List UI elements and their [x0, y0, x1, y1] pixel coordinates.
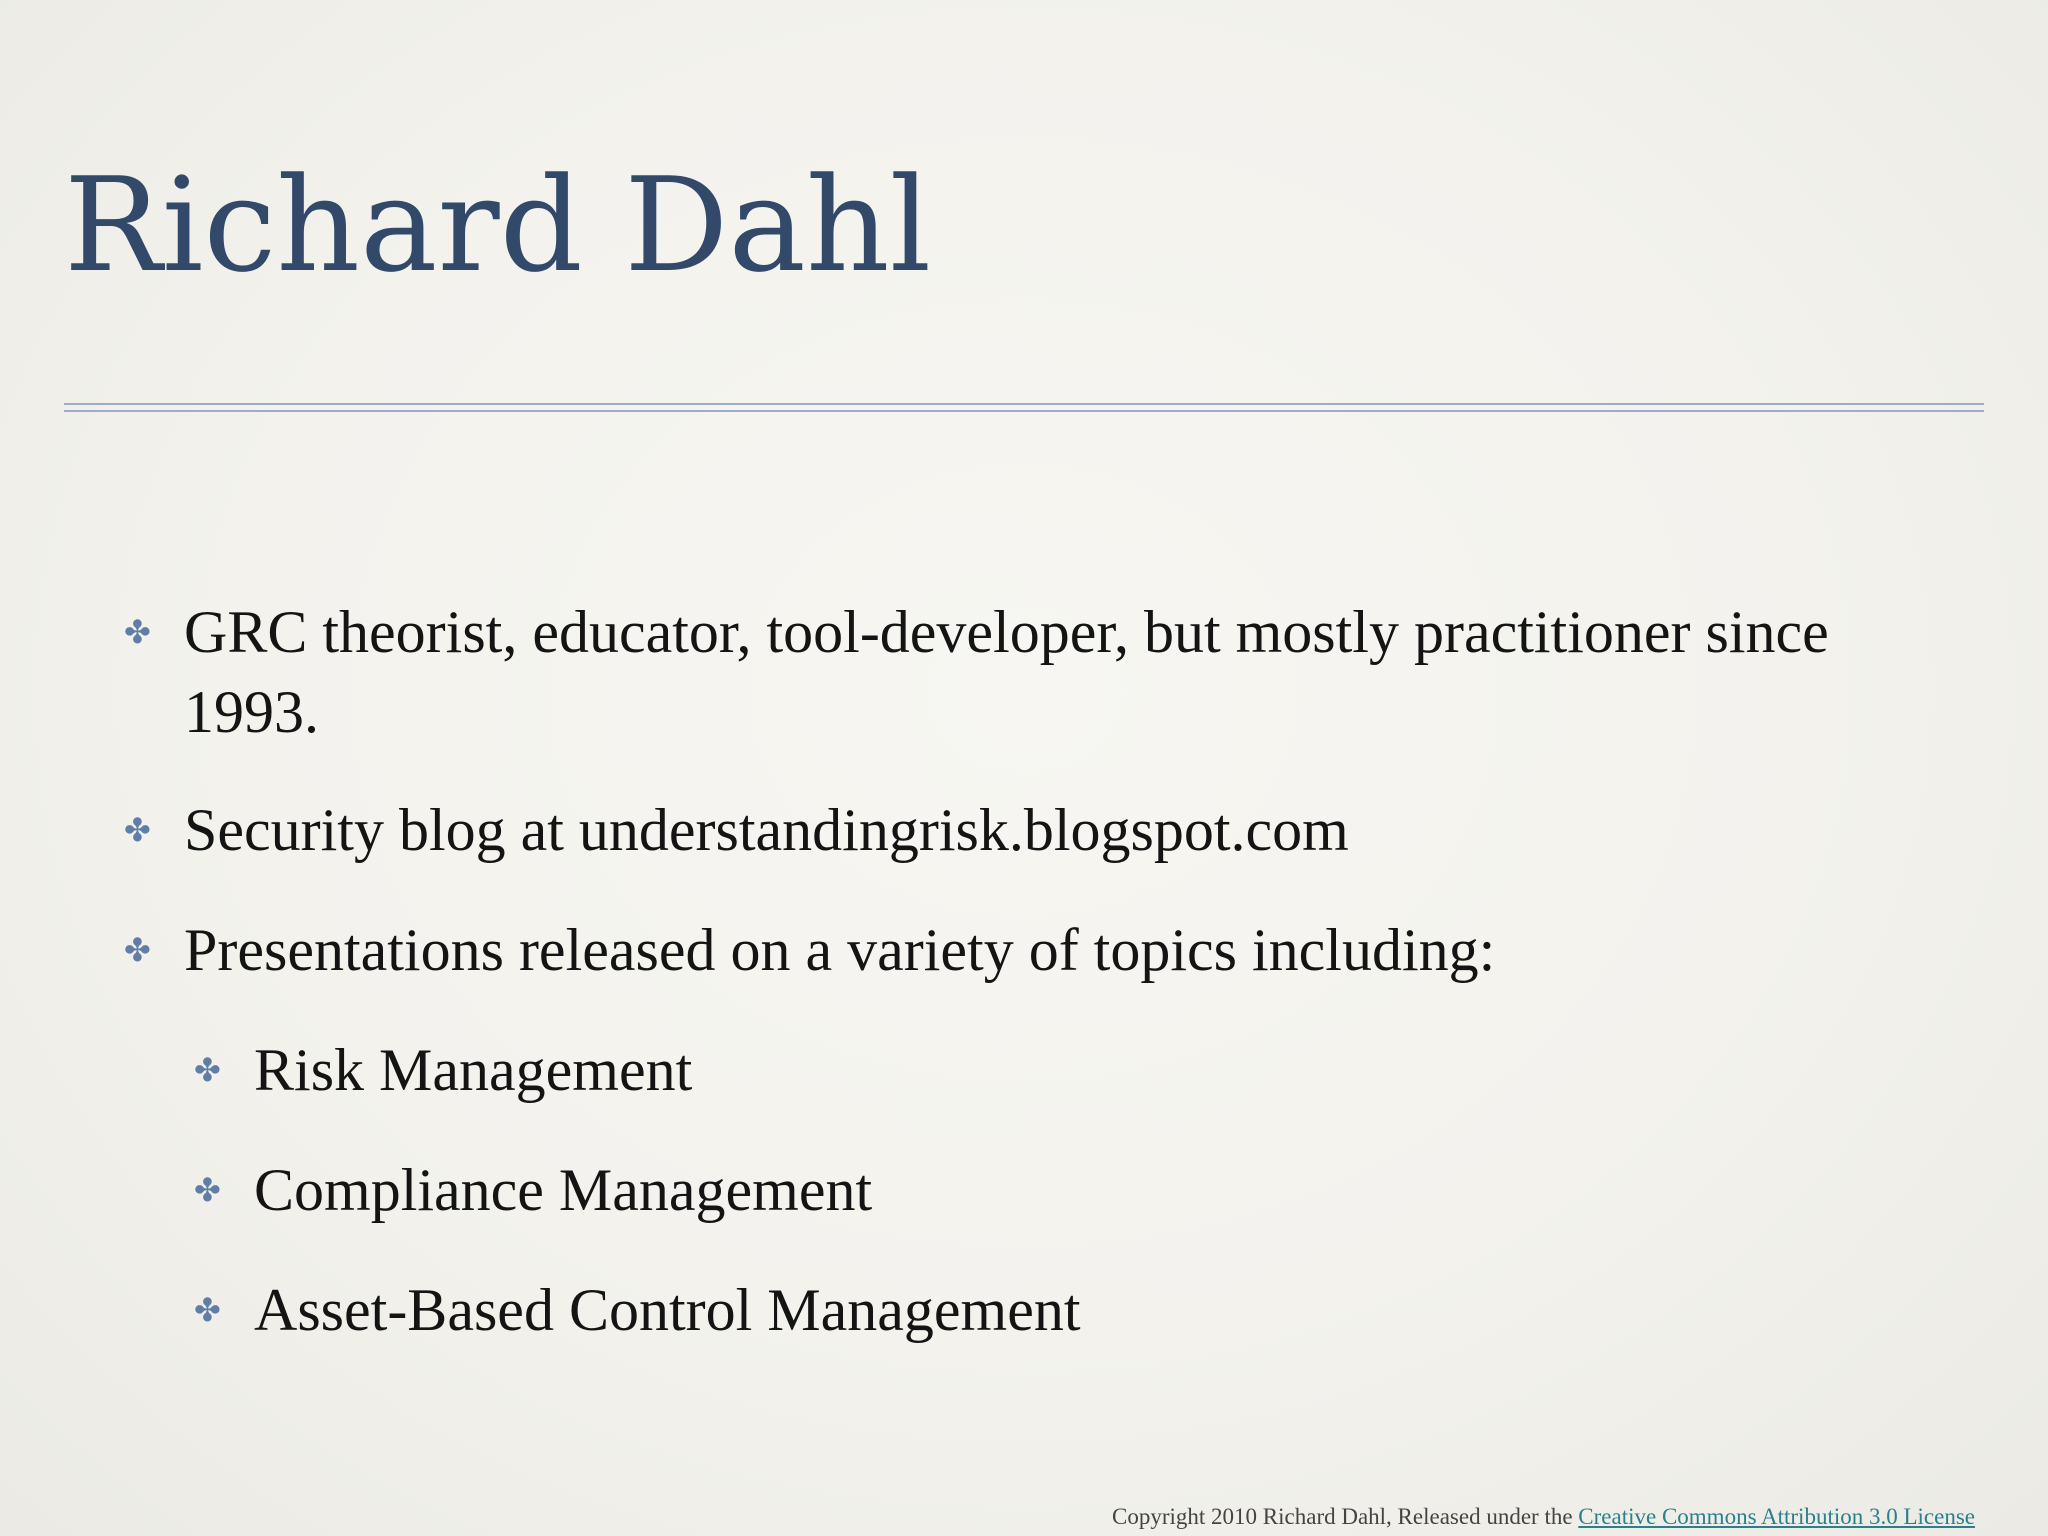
- subbullet-text: Compliance Management: [254, 1157, 873, 1223]
- fleuron-bullet-icon: ✤: [194, 1292, 221, 1328]
- copyright-footer: [1112, 1503, 1975, 1531]
- fleuron-bullet-icon: ✤: [124, 812, 151, 848]
- subbullet-item: [194, 1030, 1754, 1110]
- subbullet-text: Risk Management: [254, 1037, 693, 1103]
- bullet-text: GRC theorist, educator, tool-developer, but mostly practitioner since 1993.: [184, 599, 1829, 745]
- fleuron-bullet-icon: ✤: [124, 932, 151, 968]
- bullet-text: Presentations released on a variety of topics including:: [184, 917, 1496, 983]
- subbullet-item: [194, 1270, 1754, 1350]
- bullet-text: Security blog at understandingrisk.blogspot.com: [184, 797, 1349, 863]
- fleuron-bullet-icon: ✤: [124, 614, 151, 650]
- fleuron-bullet-icon: ✤: [194, 1172, 221, 1208]
- bullet-item: [124, 592, 1884, 752]
- fleuron-bullet-icon: ✤: [194, 1052, 221, 1088]
- copyright-text: Copyright 2010 Richard Dahl, Released under the: [1112, 1504, 1579, 1529]
- bullet-item: [124, 790, 1884, 870]
- license-link[interactable]: Creative Commons Attribution 3.0 License: [1578, 1504, 1975, 1529]
- subbullet-item: [194, 1150, 1754, 1230]
- slide-title: Richard Dahl: [64, 149, 932, 301]
- bullet-item: [124, 910, 1884, 990]
- subbullet-text: Asset-Based Control Management: [254, 1277, 1081, 1343]
